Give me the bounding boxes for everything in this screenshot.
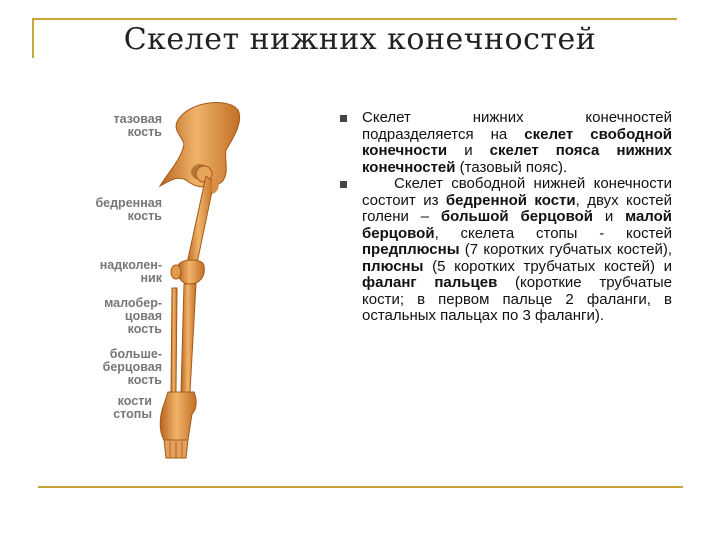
label-line: ник [140,271,162,285]
bullet-item-2 [340,176,672,325]
foot-bones [160,392,196,440]
text-segment: и [593,208,626,225]
label-line: кости [117,394,152,408]
text-segment: , двух костей голени – [362,191,672,225]
bullet-list [340,110,672,325]
bold-term: большой берцовой [440,208,594,225]
bullet-text-1 [362,110,672,176]
label-line: стопы [113,407,152,421]
label-line: бедренная [95,196,162,210]
tibia-bone [181,284,196,392]
text-segment: (5 коротких трубчатых костей) и [423,257,672,275]
bold-term: скелет пояса нижних конечностей [362,142,672,176]
decorative-bottom-line [38,486,683,488]
text-segment: , скелета стопы - костей [434,224,672,242]
label-line: кость [127,209,162,223]
bold-term: малой берцовой [362,208,673,242]
slide-title: Скелет нижних конечностей [123,22,597,57]
label-line: кость [127,373,162,387]
bold-term: бедренной кости [445,191,576,209]
patella-bone [171,265,181,279]
label-line: больше- [109,347,162,361]
bullet-marker-icon [340,115,347,122]
text-segment: (короткие трубчатые кости; в первом пальце 2 фаланги, в остальных пальцах по 3 фаланги). [362,274,672,324]
label-line: кость [127,322,162,336]
bullet-text-2 [362,176,672,325]
text-segment: Скелет свободной нижней конечности состоит из [362,175,672,209]
femur-bone [186,176,214,268]
bullet-item-1 [340,110,672,176]
label-line: надколен- [99,258,162,272]
label-line: цовая [124,309,162,323]
fibula-bone [171,288,177,392]
bold-term: фаланг пальцев [362,274,498,291]
text-segment: Скелет нижних конечностей подразделяется на [362,109,672,143]
text-segment: (7 коротких губчатых костей), [459,241,672,258]
bold-term: плюсны [362,257,424,275]
bullet-marker-icon [340,181,347,188]
label-line: малобер- [104,296,162,310]
text-segment: (тазовый пояс). [455,158,568,176]
label-line: тазовая [113,112,162,126]
bold-term: предплюсны [362,241,460,258]
knee-joint [178,260,205,284]
text-segment: и [447,142,490,159]
label-line: берцовая [102,360,162,374]
bold-term: скелет свободной конечности [362,125,672,159]
label-line: кость [127,125,162,139]
